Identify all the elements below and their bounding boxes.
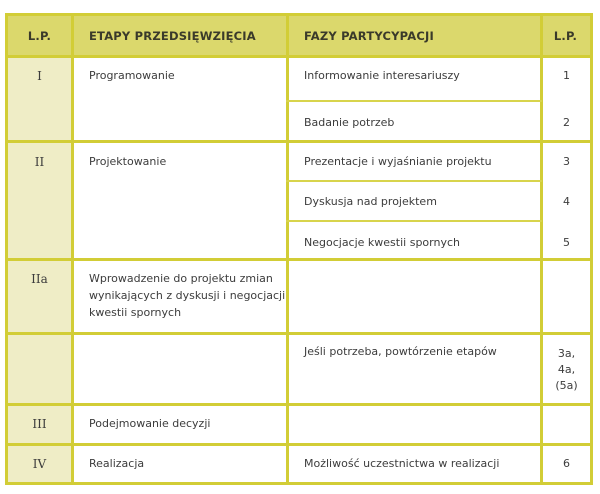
phase-label: Informowanie interesariuszy	[304, 69, 460, 82]
row-stage: Programowanie	[89, 69, 175, 82]
row-lp: IV	[32, 457, 47, 471]
grid-line-row-2	[8, 258, 590, 261]
phase-label: Możliwość uczestnictwa w realizacji	[304, 457, 500, 470]
row-stage: Realizacja	[89, 457, 145, 470]
grid-line-phase-4	[286, 220, 542, 222]
phase-lp: 3	[563, 155, 570, 168]
header-phases: FAZY PARTYCYPACJI	[304, 29, 434, 43]
grid-line-row-5	[8, 443, 590, 446]
header-lp-left: L.P.	[27, 29, 52, 43]
grid-line-header	[8, 55, 590, 58]
phase-label: Negocjacje kwestii spornych	[304, 236, 460, 249]
header-lp-right: L.P.	[553, 29, 578, 43]
grid-line-row-4	[8, 403, 590, 406]
row-stage-line: kwestii spornych	[89, 306, 182, 319]
grid-line-phase-1	[286, 100, 542, 102]
phase-lp-line: (5a)	[555, 379, 578, 392]
phase-label: Jeśli potrzeba, powtórzenie etapów	[304, 345, 497, 358]
participation-table	[5, 13, 593, 485]
row-stage-line: wynikających z dyskusji i negocjacji	[89, 289, 286, 302]
row-lp: IIa	[31, 272, 48, 286]
grid-line-phase-3	[286, 180, 542, 182]
grid-line-v2	[286, 16, 289, 482]
phase-lp-line: 3a,	[557, 347, 576, 360]
row-stage-line: Wprowadzenie do projektu zmian	[89, 272, 273, 285]
row-stage: Projektowanie	[89, 155, 167, 168]
phase-lp: 5	[563, 236, 570, 249]
phase-lp-line: 4a,	[557, 363, 576, 376]
phase-lp: 2	[563, 116, 570, 129]
phase-label: Badanie potrzeb	[304, 116, 395, 129]
row-lp: I	[37, 69, 42, 83]
phase-label: Prezentacje i wyjaśnianie projektu	[304, 155, 492, 168]
grid-line-row-1	[8, 140, 590, 143]
phase-lp: 6	[563, 457, 570, 470]
header-stages: ETAPY PRZEDSIĘWZIĘCIA	[89, 29, 256, 43]
grid-line-v1	[71, 16, 74, 482]
row-stage: Podejmowanie decyzji	[89, 417, 211, 430]
phase-lp: 4	[563, 195, 570, 208]
phase-label: Dyskusja nad projektem	[304, 195, 437, 208]
row-lp: II	[34, 155, 45, 169]
row-lp: III	[32, 417, 47, 431]
grid-line-row-3	[8, 332, 590, 335]
phase-lp: 1	[563, 69, 570, 82]
